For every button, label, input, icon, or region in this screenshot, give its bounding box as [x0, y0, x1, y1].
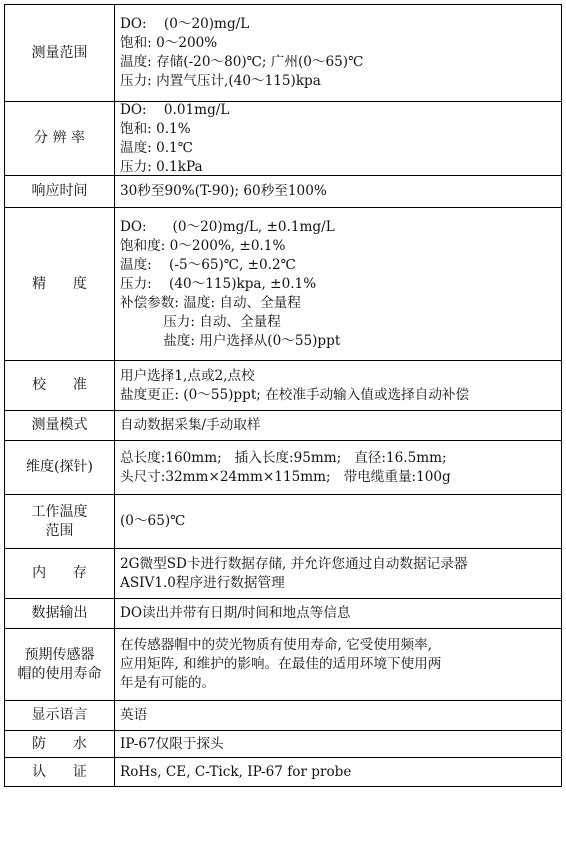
spec-label: 内 存	[5, 549, 115, 598]
spec-row	[5, 361, 561, 411]
spec-label: 响应时间	[5, 176, 115, 207]
spec-row	[5, 495, 561, 549]
spec-value	[115, 629, 561, 700]
spec-label: 工作温度 范围	[5, 495, 115, 548]
spec-label: 分 辨 率	[5, 102, 115, 175]
spec-value	[115, 441, 561, 494]
spec-value-line: 压力: 内置气压计,(40～115)kpa	[120, 73, 321, 89]
spec-row	[5, 731, 561, 758]
spec-value-line: 头尺寸:32mm×24mm×115mm; 带电缆重量:100g	[120, 468, 451, 485]
spec-value-line: DO: (0～20)mg/L	[120, 16, 250, 32]
spec-row	[5, 629, 561, 701]
spec-value-line: 应用矩阵, 和维护的影响。在最佳的适用环境下使用两	[120, 656, 442, 672]
spec-value	[115, 5, 561, 101]
spec-value-line: 压力: 0.1kPa	[120, 158, 203, 175]
spec-label: 校 准	[5, 361, 115, 410]
spec-value-line: RoHs, CE, C-Tick, IP-67 for probe	[120, 763, 352, 780]
spec-label: 测量模式	[5, 411, 115, 440]
spec-value-line: 盐度: 用户选择从(0～55)ppt	[120, 332, 341, 349]
spec-row	[5, 441, 561, 495]
spec-label: 测量范围	[5, 5, 115, 101]
spec-value-line: 英语	[120, 707, 148, 723]
spec-row	[5, 599, 561, 629]
spec-label: 数据输出	[5, 599, 115, 628]
spec-value-line: DO读出并带有日期/时间和地点等信息	[120, 605, 351, 621]
spec-value-line: 补偿参数: 温度: 自动、全量程	[120, 294, 301, 311]
spec-row	[5, 701, 561, 731]
spec-value-line: 压力: 自动、全量程	[120, 313, 281, 330]
spec-value	[115, 102, 561, 175]
spec-value-line: 2G微型SD卡进行数据存储, 并允许您通过自动数据记录器	[120, 555, 468, 572]
spec-value-line: 温度: 存储(-20～80)℃; 广州(0～65)℃	[120, 54, 364, 70]
spec-value	[115, 176, 561, 207]
spec-value	[115, 758, 561, 786]
spec-value-line: 饱和: 0～200%	[120, 35, 218, 51]
spec-row	[5, 549, 561, 599]
spec-row	[5, 208, 561, 361]
spec-value	[115, 411, 561, 440]
spec-label: 显示语言	[5, 701, 115, 730]
spec-value-line: 年是有可能的。	[120, 675, 216, 691]
spec-row	[5, 411, 561, 441]
spec-value-line: 30秒至90%(T-90); 60秒至100%	[120, 183, 327, 199]
spec-value-line: 用户选择1,点或2,点校	[120, 367, 255, 384]
spec-value	[115, 599, 561, 628]
spec-label: 防 水	[5, 731, 115, 757]
spec-value-line: 自动数据采集/手动取样	[120, 417, 261, 433]
spec-value	[115, 701, 561, 730]
spec-value	[115, 495, 561, 548]
spec-row	[5, 102, 561, 176]
spec-label: 认 证	[5, 758, 115, 786]
spec-value-line: (0～65)℃	[120, 513, 186, 529]
spec-value-line: 饱和: 0.1%	[120, 120, 191, 137]
spec-value-line: 盐度更正: (0～55)ppt; 在校准手动输入值或选择自动补偿	[120, 386, 470, 403]
spec-value	[115, 208, 561, 360]
spec-value-line: 压力: (40～115)kpa, ±0.1%	[120, 275, 317, 292]
spec-table	[4, 4, 562, 787]
spec-row	[5, 758, 561, 786]
spec-value	[115, 549, 561, 598]
spec-value-line: 在传感器帽中的荧光物质有使用寿命, 它受使用频率,	[120, 637, 433, 653]
spec-label: 维度(探针)	[5, 441, 115, 494]
spec-value	[115, 731, 561, 757]
spec-value-line: 饱和度: 0～200%, ±0.1%	[120, 237, 286, 254]
spec-row	[5, 176, 561, 208]
spec-value-line: ASIV1.0程序进行数据管理	[120, 574, 285, 591]
spec-label: 预期传感器 帽的使用寿命	[5, 629, 115, 700]
spec-value-line: 温度: (-5～65)℃, ±0.2℃	[120, 256, 296, 273]
spec-label: 精 度	[5, 208, 115, 360]
spec-row	[5, 5, 561, 102]
spec-value-line: IP-67仅限于探头	[120, 735, 224, 752]
spec-value	[115, 361, 561, 410]
spec-value-line: 总长度:160mm; 插入长度:95mm; 直径:16.5mm;	[120, 449, 447, 466]
spec-value-line: 温度: 0.1℃	[120, 139, 193, 156]
spec-value-line: DO: 0.01mg/L	[120, 102, 230, 118]
spec-value-line: DO: (0～20)mg/L, ±0.1mg/L	[120, 218, 335, 235]
